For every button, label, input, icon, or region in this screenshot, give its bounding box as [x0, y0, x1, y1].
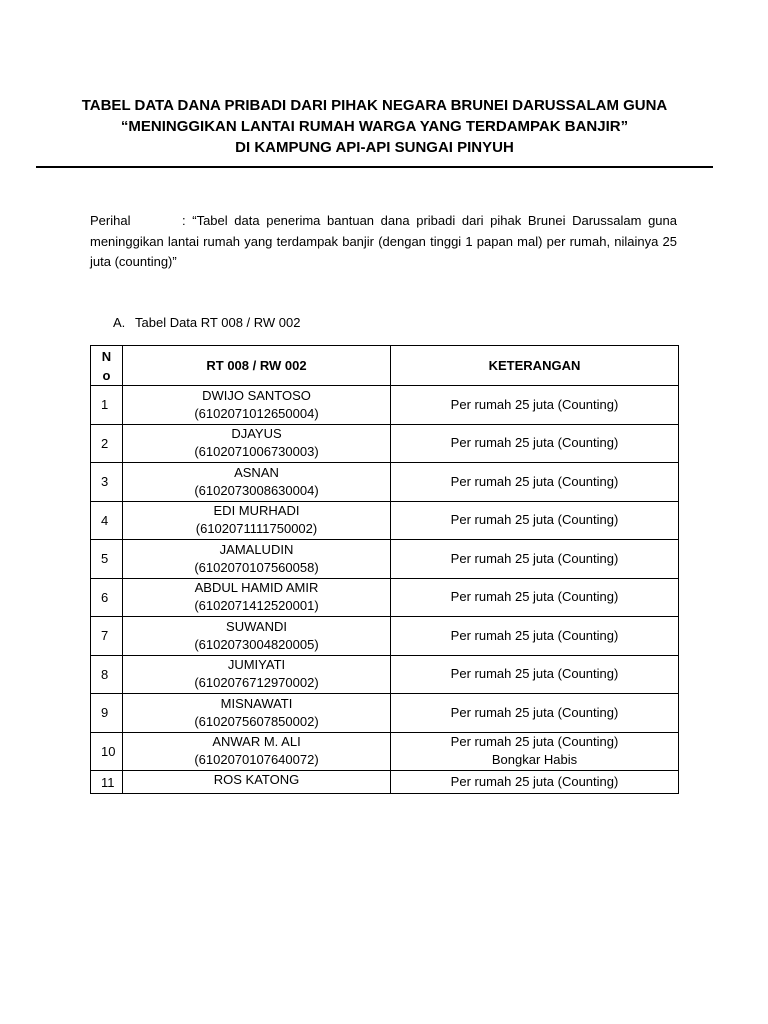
keterangan-text: Per rumah 25 juta (Counting)	[450, 704, 619, 720]
keterangan-cell	[391, 617, 679, 656]
perihal-text: : “Tabel data penerima bantuan dana pribadi dari pihak Brunei Darussalam guna meninggikan lantai rumah yang terdampak banjir (dengan tinggi 1 papan mal) per rumah, nilainya 25 juta (counting)”	[90, 213, 677, 269]
row-number: 7	[91, 617, 123, 656]
keterangan-text: Per rumah 25 juta (Counting)	[450, 396, 619, 412]
recipient-id: (6102075607850002)	[194, 713, 319, 729]
table-row	[91, 501, 679, 540]
recipient-name: ASNAN	[234, 464, 279, 480]
row-number: 1	[91, 386, 123, 425]
keterangan-cell	[391, 771, 679, 794]
title-line-3: DI KAMPUNG API-API SUNGAI PINYUH	[235, 139, 514, 156]
row-number: 6	[91, 578, 123, 617]
header-name: RT 008 / RW 002	[123, 346, 391, 386]
keterangan-note: Bongkar Habis	[491, 752, 578, 768]
recipient-cell	[123, 771, 391, 794]
recipient-name: MISNAWATI	[220, 695, 293, 711]
document-title	[36, 95, 713, 158]
recipient-id: (6102070107560058)	[194, 559, 319, 575]
recipient-name: DJAYUS	[231, 426, 282, 442]
recipient-cell	[123, 501, 391, 540]
recipient-name: EDI MURHADI	[213, 503, 300, 519]
row-number: 4	[91, 501, 123, 540]
recipient-cell	[123, 732, 391, 771]
keterangan-cell	[391, 424, 679, 463]
keterangan-text: Per rumah 25 juta (Counting)	[450, 734, 619, 750]
table-row	[91, 463, 679, 502]
keterangan-cell	[391, 540, 679, 579]
table-row	[91, 617, 679, 656]
recipient-id: (6102070107640072)	[194, 752, 319, 768]
keterangan-cell	[391, 655, 679, 694]
keterangan-cell	[391, 386, 679, 425]
table-row	[91, 540, 679, 579]
recipient-id: (6102071006730003)	[194, 444, 319, 460]
header-no-line-1: N	[101, 348, 112, 364]
table-header-row	[91, 346, 679, 386]
recipient-name: DWIJO SANTOSO	[202, 387, 311, 403]
keterangan-cell	[391, 463, 679, 502]
title-divider	[36, 166, 713, 168]
row-number: 9	[91, 694, 123, 733]
keterangan-cell	[391, 501, 679, 540]
table-row	[91, 655, 679, 694]
recipient-id: (6102076712970002)	[194, 675, 319, 691]
recipient-cell	[123, 463, 391, 502]
recipient-name: ROS KATONG	[213, 772, 300, 787]
row-number: 3	[91, 463, 123, 502]
header-no-line-2: o	[102, 367, 111, 383]
keterangan-text: Per rumah 25 juta (Counting)	[450, 589, 619, 605]
recipient-name: ABDUL HAMID AMIR	[194, 580, 319, 596]
table-row	[91, 732, 679, 771]
section-marker: A.	[113, 315, 126, 330]
keterangan-text: Per rumah 25 juta (Counting)	[450, 435, 619, 451]
table-row	[91, 694, 679, 733]
recipient-name: JUMIYATI	[227, 657, 286, 673]
keterangan-text: Per rumah 25 juta (Counting)	[450, 550, 619, 566]
keterangan-cell	[391, 732, 679, 771]
title-line-2: “MENINGGIKAN LANTAI RUMAH WARGA YANG TERDAMPAK BANJIR”	[120, 118, 629, 135]
keterangan-text: Per rumah 25 juta (Counting)	[450, 627, 619, 643]
recipient-id: (6102073008630004)	[194, 482, 319, 498]
row-number: 2	[91, 424, 123, 463]
table-row	[91, 771, 679, 794]
recipient-cell	[123, 386, 391, 425]
keterangan-cell	[391, 694, 679, 733]
recipients-table	[90, 345, 679, 794]
row-number: 10	[91, 732, 123, 771]
title-line-1: TABEL DATA DANA PRIBADI DARI PIHAK NEGARA BRUNEI DARUSSALAM GUNA	[81, 97, 668, 114]
keterangan-text: Per rumah 25 juta (Counting)	[450, 774, 619, 789]
perihal-paragraph	[90, 211, 677, 273]
recipient-name: SUWANDI	[226, 618, 287, 634]
recipient-id: (6102071012650004)	[194, 405, 319, 421]
recipient-id: (6102071111750002)	[195, 521, 318, 537]
recipient-id: (6102071412520001)	[194, 598, 319, 614]
row-number: 11	[91, 771, 123, 794]
recipient-cell	[123, 617, 391, 656]
header-no	[91, 346, 123, 386]
recipient-name: JAMALUDIN	[219, 541, 294, 557]
perihal-label: Perihal	[90, 213, 131, 228]
header-keterangan: KETERANGAN	[391, 346, 679, 386]
table-row	[91, 578, 679, 617]
keterangan-text: Per rumah 25 juta (Counting)	[450, 473, 619, 489]
keterangan-text: Per rumah 25 juta (Counting)	[450, 512, 619, 528]
recipient-cell	[123, 578, 391, 617]
keterangan-text: Per rumah 25 juta (Counting)	[450, 666, 619, 682]
keterangan-cell	[391, 578, 679, 617]
recipient-name: ANWAR M. ALI	[212, 734, 301, 750]
table-row	[91, 386, 679, 425]
section-heading	[113, 314, 300, 332]
section-heading-text: Tabel Data RT 008 / RW 002	[135, 315, 301, 330]
recipient-id: (6102073004820005)	[194, 636, 319, 652]
row-number: 8	[91, 655, 123, 694]
recipient-cell	[123, 694, 391, 733]
recipient-cell	[123, 655, 391, 694]
row-number: 5	[91, 540, 123, 579]
recipient-cell	[123, 540, 391, 579]
table-row	[91, 424, 679, 463]
recipient-cell	[123, 424, 391, 463]
